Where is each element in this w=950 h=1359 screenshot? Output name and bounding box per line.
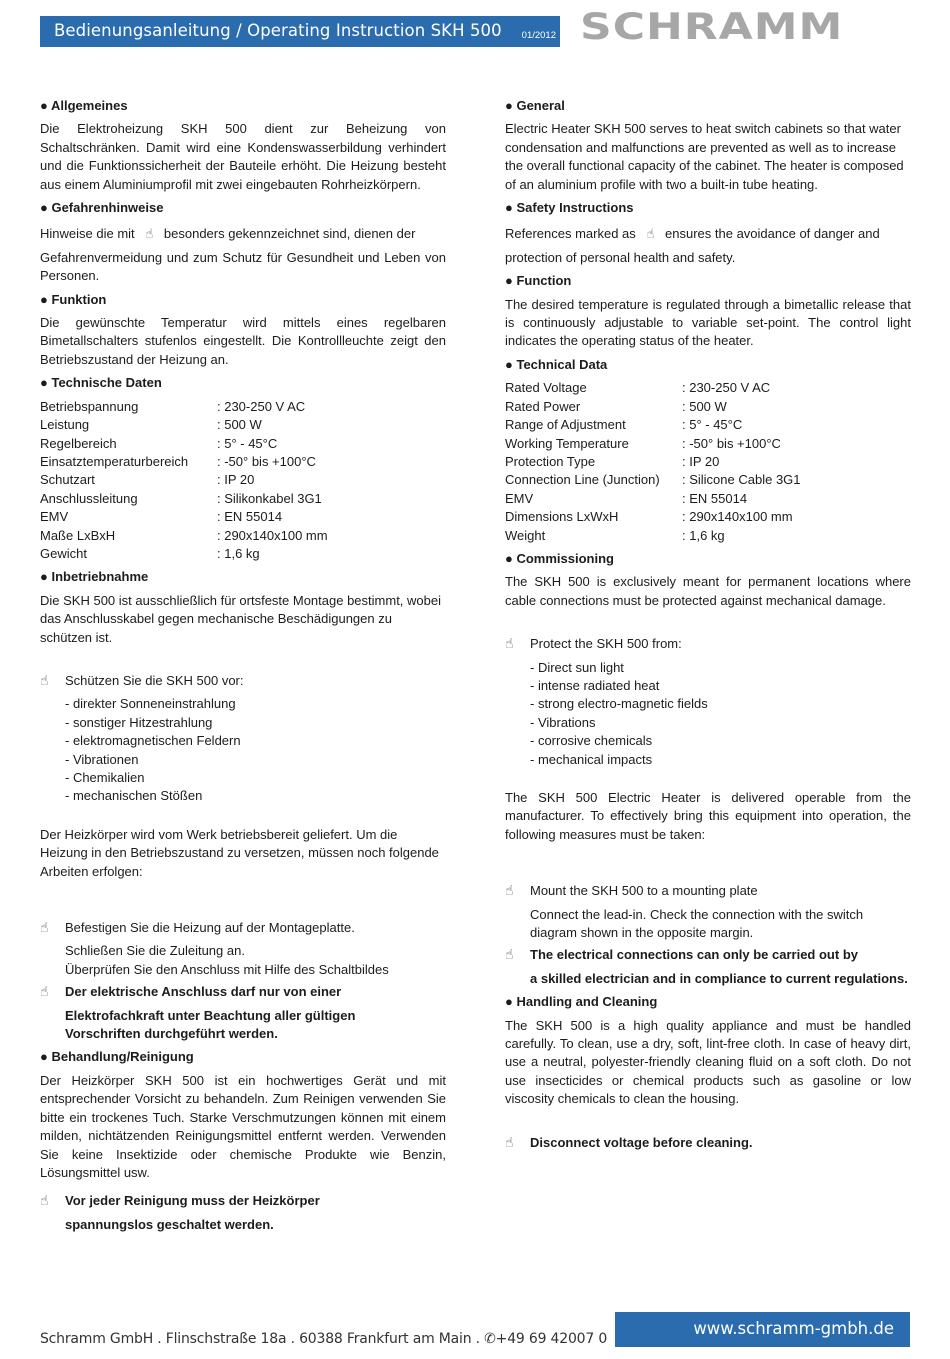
tech-row: Schutzart : IP 20 bbox=[40, 472, 255, 488]
electrical-warning-cont: Elektrofachkraft unter Beachtung aller gültigen Vorschriften durchgeführt werden. bbox=[65, 1007, 356, 1042]
function-text: Die gewünschte Temperatur wird mittels eines regelbaren Bimetallschalters stufenlos eingestellt. Die Kontrollleuchte zeigt den Betriebszustand der Heizung an. bbox=[40, 315, 446, 367]
tech-row: Connection Line (Junction) : Silicone Cable 3G1 bbox=[505, 472, 801, 488]
electrical-warning: ☝ Der elektrische Anschluss darf nur von einer bbox=[40, 984, 342, 1001]
german-column bbox=[40, 97, 446, 1234]
section-heading-commissioning: ● Commissioning bbox=[505, 550, 614, 566]
general-text: Die Elektroheizung SKH 500 dient zur Beheizung von Schaltschränken. Damit wird eine Kondenswasserbildung verhindert und die Funktionssicherheit der Bauteile erhöht. Die Heizung besteht aus einem Aluminiumprofil mit zwei eingebauten Rohrheizkörpern. bbox=[40, 121, 446, 192]
protect-list bbox=[505, 659, 911, 769]
list-item: - sonstiger Hitzestrahlung bbox=[65, 714, 213, 730]
mount-instruction: ☝ Mount the SKH 500 to a mounting plate bbox=[505, 883, 758, 900]
general-text: Electric Heater SKH 500 serves to heat switch cabinets so that water condensation and malfunctions are prevented as well as to increase the overall functional capacity of the cabinet. The heater is composed of an aluminium profile with two a built-in tube heating. bbox=[505, 121, 904, 192]
list-item: - corrosive chemicals bbox=[530, 733, 653, 749]
safety-line: References marked as ☝ ensures the avoidance of danger and bbox=[505, 225, 911, 244]
tech-row: Range of Adjustment : 5° - 45°C bbox=[505, 417, 743, 433]
hand-pointer-icon: ☝ bbox=[505, 1134, 514, 1151]
delivered-text: The SKH 500 Electric Heater is delivered operable from the manufacturer. To effectively bring this equipment into operation, the following measures must be taken: bbox=[505, 790, 911, 842]
tech-data-table bbox=[40, 398, 446, 564]
tech-row: Leistung : 500 W bbox=[40, 417, 262, 433]
cleaning-text: The SKH 500 is a high quality appliance and must be handled carefully. To clean, use a dry, soft, lint-free cloth. In case of heavy dirt, use a neutral, polyester-friendly cleaning fluid on a soft cloth. Do not use insecticides or chemical products such as gasoline or low viscosity chemicals to clean the housing. bbox=[505, 1017, 911, 1107]
tech-row: Working Temperature : -50° bis +100°C bbox=[505, 435, 781, 451]
hand-pointer-icon: ☝ bbox=[145, 227, 154, 243]
commissioning-text: The SKH 500 is exclusively meant for permanent locations where cable connections must be protected against mechanical damage. bbox=[505, 574, 911, 608]
tech-data-table bbox=[505, 379, 911, 545]
tech-row: Weight : 1,6 kg bbox=[505, 527, 725, 543]
section-heading-function: ● Funktion bbox=[40, 291, 107, 307]
tech-row: EMV : EN 55014 bbox=[40, 509, 283, 525]
list-item: - intense radiated heat bbox=[530, 677, 660, 693]
hand-pointer-icon: ☝ bbox=[505, 947, 514, 964]
hand-pointer-icon: ☝ bbox=[40, 1193, 49, 1210]
cleaning-warning: ☝ Disconnect voltage before cleaning. bbox=[505, 1134, 753, 1151]
section-heading-function: ● Function bbox=[505, 273, 572, 289]
footer-address: Schramm GmbH . Flinschstraße 18a . 60388 Frankfurt am Main . ✆+49 69 42007 0 bbox=[40, 1331, 608, 1347]
tech-row: Gewicht : 1,6 kg bbox=[40, 545, 260, 561]
website-link[interactable]: www.schramm-gmbh.de bbox=[693, 1319, 894, 1338]
mount-instruction: ☝ Befestigen Sie die Heizung auf der Montageplatte. bbox=[40, 920, 355, 937]
section-heading-safety: ● Safety Instructions bbox=[505, 200, 634, 216]
tech-row: Maße LxBxH : 290x140x100 mm bbox=[40, 527, 328, 543]
section-heading-cleaning: ● Handling and Cleaning bbox=[505, 994, 658, 1010]
list-item: - mechanical impacts bbox=[530, 751, 653, 767]
section-heading-commissioning: ● Inbetriebnahme bbox=[40, 569, 149, 585]
protect-list bbox=[40, 695, 446, 805]
section-heading-general: ● General bbox=[505, 98, 565, 113]
cleaning-text: Der Heizkörper SKH 500 ist ein hochwertiges Gerät und mit entsprechender Vorsicht zu behandeln. Zum Reinigen verwenden Sie bitte ein trockenes Tuch. Starke Verschmutzungen können mit einem milden, nichtätzenden Reinigungsmittel entfernt werden. Verwenden Sie keine Insektizide oder chemische Produkte wie Benzin, Lösungsmittel usw. bbox=[40, 1072, 446, 1180]
section-heading-safety: ● Gefahrenhinweise bbox=[40, 200, 164, 216]
cleaning-warning-cont: spannungslos geschaltet werden. bbox=[65, 1216, 274, 1232]
tech-row: Betriebspannung : 230-250 V AC bbox=[40, 398, 306, 414]
hand-pointer-icon: ☝ bbox=[40, 672, 49, 689]
tech-row: EMV : EN 55014 bbox=[505, 490, 748, 506]
hand-pointer-icon: ☝ bbox=[40, 920, 49, 937]
tech-row: Protection Type : IP 20 bbox=[505, 453, 720, 469]
footer-url-bar bbox=[615, 1312, 910, 1347]
list-item: - direkter Sonneneinstrahlung bbox=[65, 696, 236, 712]
list-item: - Chemikalien bbox=[65, 770, 145, 785]
tech-row: Dimensions LxWxH : 290x140x100 mm bbox=[505, 509, 793, 525]
tech-row: Regelbereich : 5° - 45°C bbox=[40, 435, 278, 451]
protect-intro: ☝ Protect the SKH 500 from: bbox=[505, 636, 682, 653]
list-item: - Direct sun light bbox=[530, 659, 624, 675]
header-bar bbox=[40, 16, 560, 47]
tech-row: Rated Power : 500 W bbox=[505, 398, 727, 414]
list-item: - strong electro-magnetic fields bbox=[530, 696, 708, 712]
electrical-warning: ☝ The electrical connections can only be carried out by bbox=[505, 947, 858, 964]
function-text: The desired temperature is regulated through a bimetallic release that is continuously adjustable to variable set-point. The control light indicates the operating status of the heater. bbox=[505, 296, 911, 349]
section-heading-cleaning: ● Behandlung/Reinigung bbox=[40, 1049, 194, 1065]
delivered-text: Der Heizkörper wird vom Werk betriebsbereit geliefert. Um die Heizung in den Betriebszustand zu versetzen, müssen noch folgende Arbeiten erfolgen: bbox=[40, 826, 439, 879]
cleaning-warning: ☝ Vor jeder Reinigung muss der Heizkörper bbox=[40, 1193, 320, 1210]
hand-pointer-icon: ☝ bbox=[646, 227, 655, 243]
tech-row: Einsatztemperaturbereich : -50° bis +100°C bbox=[40, 453, 316, 469]
document-date: 01/2012 bbox=[521, 30, 556, 41]
hand-pointer-icon: ☝ bbox=[40, 984, 49, 1001]
section-heading-tech-data: ● Technische Daten bbox=[40, 375, 162, 391]
safety-line: Hinweise die mit ☝ besonders gekennzeichnet sind, dienen der bbox=[40, 225, 446, 244]
protect-intro: ☝ Schützen Sie die SKH 500 vor: bbox=[40, 672, 244, 689]
english-column bbox=[505, 97, 911, 1152]
list-item: - elektromagnetischen Feldern bbox=[65, 733, 241, 749]
connect-instruction: Schließen Sie die Zuleitung an. Überprüfen Sie den Anschluss mit Hilfe des Schaltbildes bbox=[65, 943, 389, 977]
list-item: - mechanischen Stößen bbox=[65, 788, 203, 804]
connect-instruction: Connect the lead-in. Check the connection with the switch diagram shown in the opposite margin. bbox=[530, 906, 864, 941]
list-item: - Vibrations bbox=[530, 714, 596, 730]
safety-text: Gefahrenvermeidung und zum Schutz für Gesundheit und Leben von Personen. bbox=[40, 249, 446, 284]
hand-pointer-icon: ☝ bbox=[505, 883, 514, 900]
list-item: - Vibrationen bbox=[65, 751, 139, 767]
tech-row: Anschlussleitung : Silikonkabel 3G1 bbox=[40, 490, 322, 506]
hand-pointer-icon: ☝ bbox=[505, 636, 514, 653]
electrical-warning-cont: a skilled electrician and in compliance to current regulations. bbox=[530, 970, 908, 986]
commissioning-text: Die SKH 500 ist ausschließlich für ortsfeste Montage bestimmt, wobei das Anschlusskabel gegen mechanische Beschädigungen zu schützen ist. bbox=[40, 592, 442, 645]
section-heading-general: ● Allgemeines bbox=[40, 98, 128, 113]
schramm-logo: SCHRAMM bbox=[580, 6, 844, 48]
section-heading-tech-data: ● Technical Data bbox=[505, 356, 608, 372]
safety-text: protection of personal health and safety. bbox=[505, 249, 736, 265]
tech-row: Rated Voltage : 230-250 V AC bbox=[505, 380, 771, 396]
document-title: Bedienungsanleitung / Operating Instruction SKH 500 bbox=[54, 21, 502, 40]
